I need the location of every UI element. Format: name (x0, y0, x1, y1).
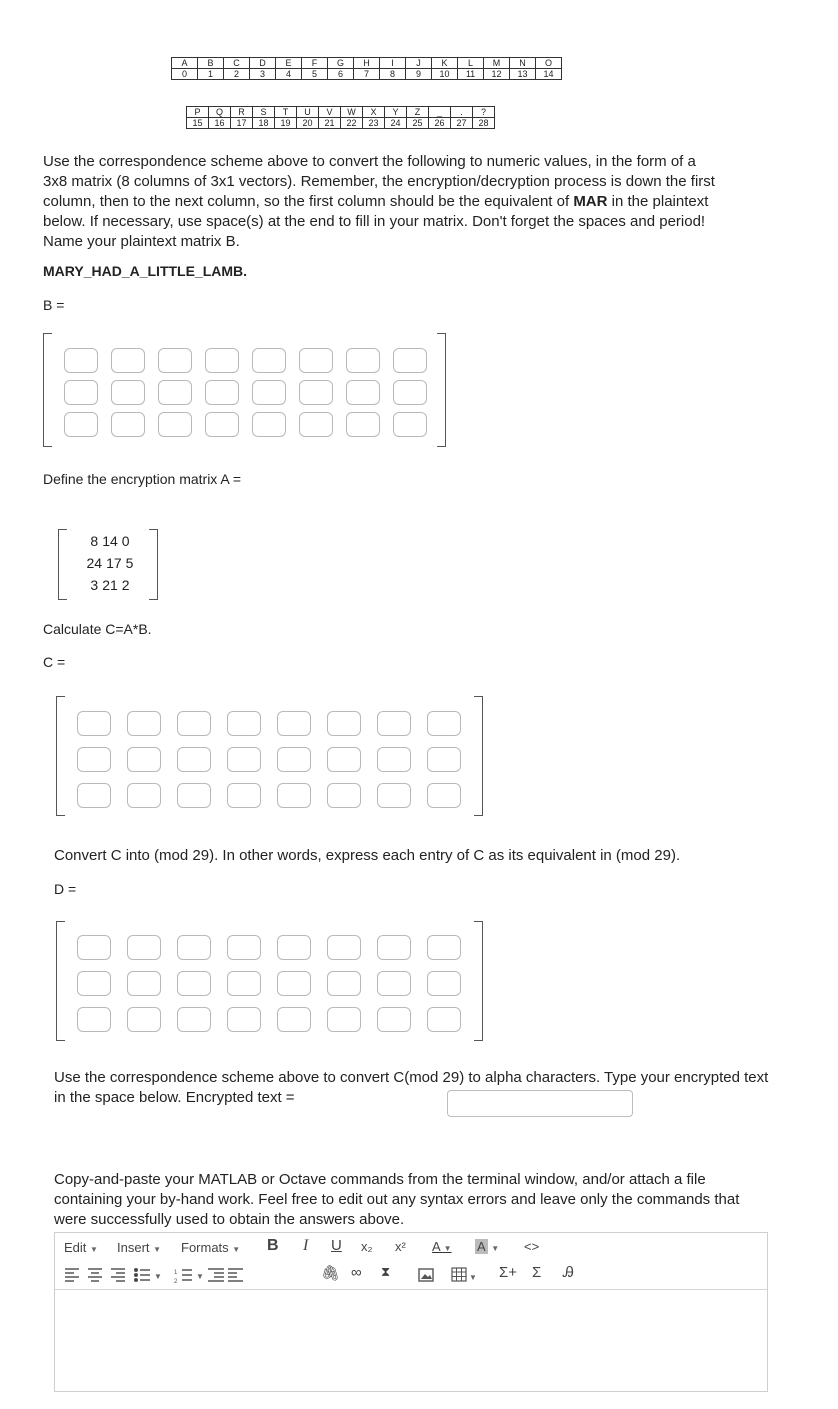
matrix-a-row (72, 574, 148, 596)
matrix-c-cell[interactable] (227, 711, 261, 736)
matrix-d-cell[interactable] (377, 935, 411, 960)
correspondence-letter: V (319, 107, 341, 118)
encrypted-text-input[interactable] (447, 1090, 633, 1117)
matrix-b-cell[interactable] (393, 380, 427, 405)
correspondence-number: 5 (302, 69, 328, 80)
matrix-d-cell[interactable] (377, 1007, 411, 1032)
matrix-d-cell[interactable] (327, 935, 361, 960)
matrix-d-cell[interactable] (327, 1007, 361, 1032)
svg-text:▼: ▼ (154, 1272, 162, 1281)
background-color-button[interactable] (475, 1239, 499, 1254)
matrix-d-cell[interactable] (177, 1007, 211, 1032)
copy-instructions: Copy-and-paste your MATLAB or Octave commands from the terminal window, and/or attach a file containing your by-hand work. Feel free to edit out any syntax errors and leave only the commands that were successfully used to obtain the answers above. (54, 1171, 740, 1228)
correspondence-letter: X (363, 107, 385, 118)
matrix-c-cell[interactable] (127, 783, 161, 808)
correspondence-number: 8 (380, 69, 406, 80)
table-icon[interactable] (451, 1267, 467, 1282)
matrix-c-cell[interactable] (277, 711, 311, 736)
matrix-a-left-bracket (58, 529, 67, 600)
align-left-icon[interactable] (65, 1269, 79, 1281)
chevron-down-icon: ▼ (153, 1245, 162, 1254)
alpha-instructions (54, 1068, 784, 1108)
matrix-b-cell[interactable] (158, 412, 192, 437)
subscript-button[interactable]: x₂ (361, 1239, 373, 1254)
correspondence-letter: K (432, 58, 458, 69)
chevron-down-icon: ▼ (232, 1245, 241, 1254)
matrix-b-cell[interactable] (111, 348, 145, 373)
link-icon[interactable]: ∞ (351, 1264, 362, 1281)
correspondence-letter: Z (407, 107, 429, 118)
mod-instructions: Convert C into (mod 29). In other words, express each entry of C as its equivalent in (mod 29). (54, 847, 681, 864)
correspondence-letter: J (406, 58, 432, 69)
svg-text:2: 2 (174, 1279, 178, 1284)
matrix-d-cell[interactable] (427, 1007, 461, 1032)
background-color-label: A (477, 1239, 486, 1254)
insert-menu[interactable] (117, 1240, 161, 1255)
correspondence-table-2 (186, 106, 495, 129)
matrix-d-cell[interactable] (77, 1007, 111, 1032)
image-icon[interactable] (418, 1268, 434, 1282)
correspondence-number: 21 (319, 118, 341, 129)
matrix-b-cell[interactable] (205, 412, 239, 437)
matrix-c-cell[interactable] (127, 711, 161, 736)
matrix-a-entry: 8 (90, 533, 99, 549)
correspondence-letter: P (187, 107, 209, 118)
instructions-text-end: in the plaintext below. If necessary, use space(s) at the end to fill in your matrix. Don't forget the spaces and period! Name your plaintext matrix B. (43, 193, 709, 250)
matrix-a-entry: 0 (121, 533, 130, 549)
matrix-d-cell[interactable] (77, 971, 111, 996)
correspondence-number: 6 (328, 69, 354, 80)
matrix-d-cell[interactable] (427, 935, 461, 960)
matrix-d-cell[interactable] (227, 1007, 261, 1032)
instructions-bold: MAR (573, 193, 608, 210)
correspondence-number: 17 (231, 118, 253, 129)
instructions-paragraph (43, 152, 715, 252)
matrix-a-entry: 3 (90, 577, 99, 593)
matrix-c-cell[interactable] (127, 747, 161, 772)
correspondence-number: 7 (354, 69, 380, 80)
underline-button[interactable]: U (331, 1237, 342, 1254)
svg-text:▼: ▼ (196, 1272, 204, 1281)
matrix-b-cell[interactable] (158, 348, 192, 373)
matrix-c-cell[interactable] (327, 711, 361, 736)
matrix-d-cell[interactable] (127, 935, 161, 960)
matrix-b-cell[interactable] (346, 348, 380, 373)
matrix-d-cell[interactable] (227, 971, 261, 996)
matrix-c-cell[interactable] (327, 783, 361, 808)
correspondence-number: 14 (536, 69, 562, 80)
correspondence-letter: F (302, 58, 328, 69)
d-label: D = (54, 881, 77, 897)
attach-icon[interactable]: 🖇 (321, 1265, 341, 1282)
matrix-a-right-bracket (149, 529, 158, 600)
correspondence-number: 10 (432, 69, 458, 80)
define-a-label: Define the encryption matrix A = (43, 471, 242, 487)
matrix-d-cell[interactable] (177, 935, 211, 960)
correspondence-number: 4 (276, 69, 302, 80)
matrix-b-cell[interactable] (111, 412, 145, 437)
numbered-list-icon[interactable] (182, 1270, 192, 1280)
unlink-icon[interactable]: ⧗ (381, 1264, 391, 1279)
matrix-b-cell[interactable] (393, 412, 427, 437)
correspondence-number: 13 (510, 69, 536, 80)
correspondence-number: 12 (484, 69, 510, 80)
matrix-b-right-bracket (437, 333, 446, 447)
matrix-c-cell[interactable] (277, 783, 311, 808)
matrix-c-cell[interactable] (177, 711, 211, 736)
sum-button[interactable]: Σ (532, 1264, 542, 1281)
align-center-icon[interactable] (88, 1269, 102, 1281)
correspondence-letter: M (484, 58, 510, 69)
formats-menu-label: Formats (181, 1240, 229, 1255)
editor-body[interactable] (55, 1290, 767, 1391)
matrix-c-cell[interactable] (77, 747, 111, 772)
chevron-down-icon: ▼ (90, 1245, 98, 1254)
matrix-a-row (72, 530, 148, 552)
matrix-c-right-bracket (474, 696, 483, 816)
indent-icon[interactable] (228, 1269, 243, 1281)
matrix-d-cell[interactable] (177, 971, 211, 996)
svg-text:1: 1 (174, 1270, 178, 1276)
alpha-instructions-text: Use the correspondence scheme above to convert C(mod 29) to alpha characters. Type your encrypted text in the space below. Encrypted text = (54, 1069, 769, 1106)
correspondence-letter: G (328, 58, 354, 69)
correspondence-number: 23 (363, 118, 385, 129)
matrix-b-cell[interactable] (299, 380, 333, 405)
correspondence-letter: H (354, 58, 380, 69)
correspondence-number: 9 (406, 69, 432, 80)
matrix-d-right-bracket (474, 921, 483, 1041)
formats-menu[interactable] (181, 1240, 240, 1255)
correspondence-letter: B (198, 58, 224, 69)
matrix-a-entry: 24 (86, 555, 103, 571)
matrix-d-cell[interactable] (427, 971, 461, 996)
matrix-b-cell[interactable] (205, 348, 239, 373)
matrix-b-cell[interactable] (393, 348, 427, 373)
matrix-b-cell[interactable] (299, 348, 333, 373)
matrix-c-cell[interactable] (277, 747, 311, 772)
matrix-d-cell[interactable] (377, 971, 411, 996)
correspondence-letter: T (275, 107, 297, 118)
matrix-b-cell[interactable] (252, 380, 286, 405)
matrix-b-cell[interactable] (205, 380, 239, 405)
matrix-c-cell[interactable] (427, 747, 461, 772)
matrix-a-entry: 2 (121, 577, 130, 593)
correspondence-number: 2 (224, 69, 250, 80)
matrix-b-cell[interactable] (252, 348, 286, 373)
correspondence-number: 0 (172, 69, 198, 80)
code-button[interactable]: <> (524, 1239, 540, 1254)
matrix-b-cell[interactable] (346, 412, 380, 437)
matrix-c-cell[interactable] (227, 783, 261, 808)
correspondence-letter: _ (429, 107, 451, 118)
correspondence-number: 22 (341, 118, 363, 129)
matrix-a (72, 530, 148, 596)
matrix-c-left-bracket (56, 696, 65, 816)
correspondence-number: 20 (297, 118, 319, 129)
correspondence-number: 16 (209, 118, 231, 129)
matrix-b-cell[interactable] (158, 380, 192, 405)
correspondence-number: 28 (473, 118, 495, 129)
matrix-b-cell[interactable] (111, 380, 145, 405)
edit-menu[interactable] (64, 1240, 98, 1255)
matrix-d-cell[interactable] (127, 1007, 161, 1032)
matrix-c-cell[interactable] (77, 711, 111, 736)
correspondence-table-1 (171, 57, 562, 80)
correspondence-letter: D (250, 58, 276, 69)
matrix-c-cell[interactable] (377, 711, 411, 736)
correspondence-number: 26 (429, 118, 451, 129)
matrix-a-entry: 21 (102, 577, 118, 593)
correspondence-number: 1 (198, 69, 224, 80)
matrix-b-cell[interactable] (64, 412, 98, 437)
matrix-d-cell[interactable] (277, 971, 311, 996)
matrix-a-entry: 14 (102, 533, 118, 549)
correspondence-number: 19 (275, 118, 297, 129)
correspondence-letter: Y (385, 107, 407, 118)
alignment-list-icons (64, 1266, 244, 1284)
font-color-label: A (432, 1239, 440, 1254)
matrix-d-cell[interactable] (327, 971, 361, 996)
correspondence-letter: U (297, 107, 319, 118)
matrix-c-cell[interactable] (427, 711, 461, 736)
correspondence-letter: . (451, 107, 473, 118)
correspondence-letter: Q (209, 107, 231, 118)
correspondence-letter: W (341, 107, 363, 118)
chevron-down-icon: ▼ (443, 1244, 452, 1253)
correspondence-letter: S (253, 107, 275, 118)
correspondence-number: 27 (451, 118, 473, 129)
matrix-d-cell[interactable] (277, 935, 311, 960)
insert-menu-label: Insert (117, 1240, 150, 1255)
matrix-b-cell[interactable] (64, 380, 98, 405)
superscript-button[interactable]: x² (395, 1239, 406, 1254)
correspondence-number: 24 (385, 118, 407, 129)
bullet-list-icon[interactable] (135, 1269, 150, 1282)
correspondence-number: 25 (407, 118, 429, 129)
matrix-c-cell[interactable] (177, 747, 211, 772)
chevron-down-icon[interactable]: ▼ (469, 1273, 477, 1282)
matrix-d-cell[interactable] (227, 935, 261, 960)
correspondence-letter: ? (473, 107, 495, 118)
matrix-c-cell[interactable] (177, 783, 211, 808)
matrix-c-cell[interactable] (377, 783, 411, 808)
font-color-button[interactable] (432, 1239, 452, 1254)
matrix-a-entry: 17 (106, 555, 122, 571)
matrix-c-cell[interactable] (427, 783, 461, 808)
matrix-b-cell[interactable] (252, 412, 286, 437)
correspondence-letter: C (224, 58, 250, 69)
matrix-c-cell[interactable] (377, 747, 411, 772)
c-label: C = (43, 654, 66, 670)
correspondence-number: 18 (253, 118, 275, 129)
b-label: B = (43, 297, 65, 313)
matrix-a-row (72, 552, 148, 574)
matrix-d-cell[interactable] (127, 971, 161, 996)
chevron-down-icon: ▼ (491, 1244, 500, 1253)
matrix-b-left-bracket (43, 333, 52, 447)
bold-button[interactable]: B (267, 1237, 279, 1254)
matrix-b-cell[interactable] (346, 380, 380, 405)
spellcheck-icon[interactable]: Ꭿ (563, 1264, 574, 1281)
matrix-c-cell[interactable] (227, 747, 261, 772)
correspondence-number: 15 (187, 118, 209, 129)
correspondence-letter: A (172, 58, 198, 69)
matrix-d-cell[interactable] (277, 1007, 311, 1032)
matrix-a-entry: 5 (125, 555, 134, 571)
rich-text-editor (54, 1232, 768, 1392)
matrix-c-cell[interactable] (327, 747, 361, 772)
equation-editor-button[interactable]: Σ+ (499, 1264, 518, 1281)
italic-button[interactable]: I (303, 1237, 309, 1254)
correspondence-letter: I (380, 58, 406, 69)
correspondence-letter: E (276, 58, 302, 69)
correspondence-letter: N (510, 58, 536, 69)
edit-menu-label: Edit (64, 1240, 87, 1255)
matrix-d-left-bracket (56, 921, 65, 1041)
align-right-icon[interactable] (111, 1269, 125, 1281)
plaintext: MARY_HAD_A_LITTLE_LAMB. (43, 263, 248, 279)
instructions-text: Use the correspondence scheme above to convert the following to numeric values, in the form of a 3x8 matrix (8 columns of 3x1 vectors). Remember, the encryption/decryption process is down the first column, then to the next column, so the first column should be the equivalent of (43, 153, 715, 210)
correspondence-letter: L (458, 58, 484, 69)
outdent-icon[interactable] (208, 1269, 224, 1281)
matrix-c-cell[interactable] (77, 783, 111, 808)
matrix-d-cell[interactable] (77, 935, 111, 960)
calculate-label: Calculate C=A*B. (43, 621, 152, 637)
correspondence-letter: R (231, 107, 253, 118)
correspondence-number: 11 (458, 69, 484, 80)
matrix-b-cell[interactable] (299, 412, 333, 437)
correspondence-letter: O (536, 58, 562, 69)
matrix-b-cell[interactable] (64, 348, 98, 373)
correspondence-number: 3 (250, 69, 276, 80)
